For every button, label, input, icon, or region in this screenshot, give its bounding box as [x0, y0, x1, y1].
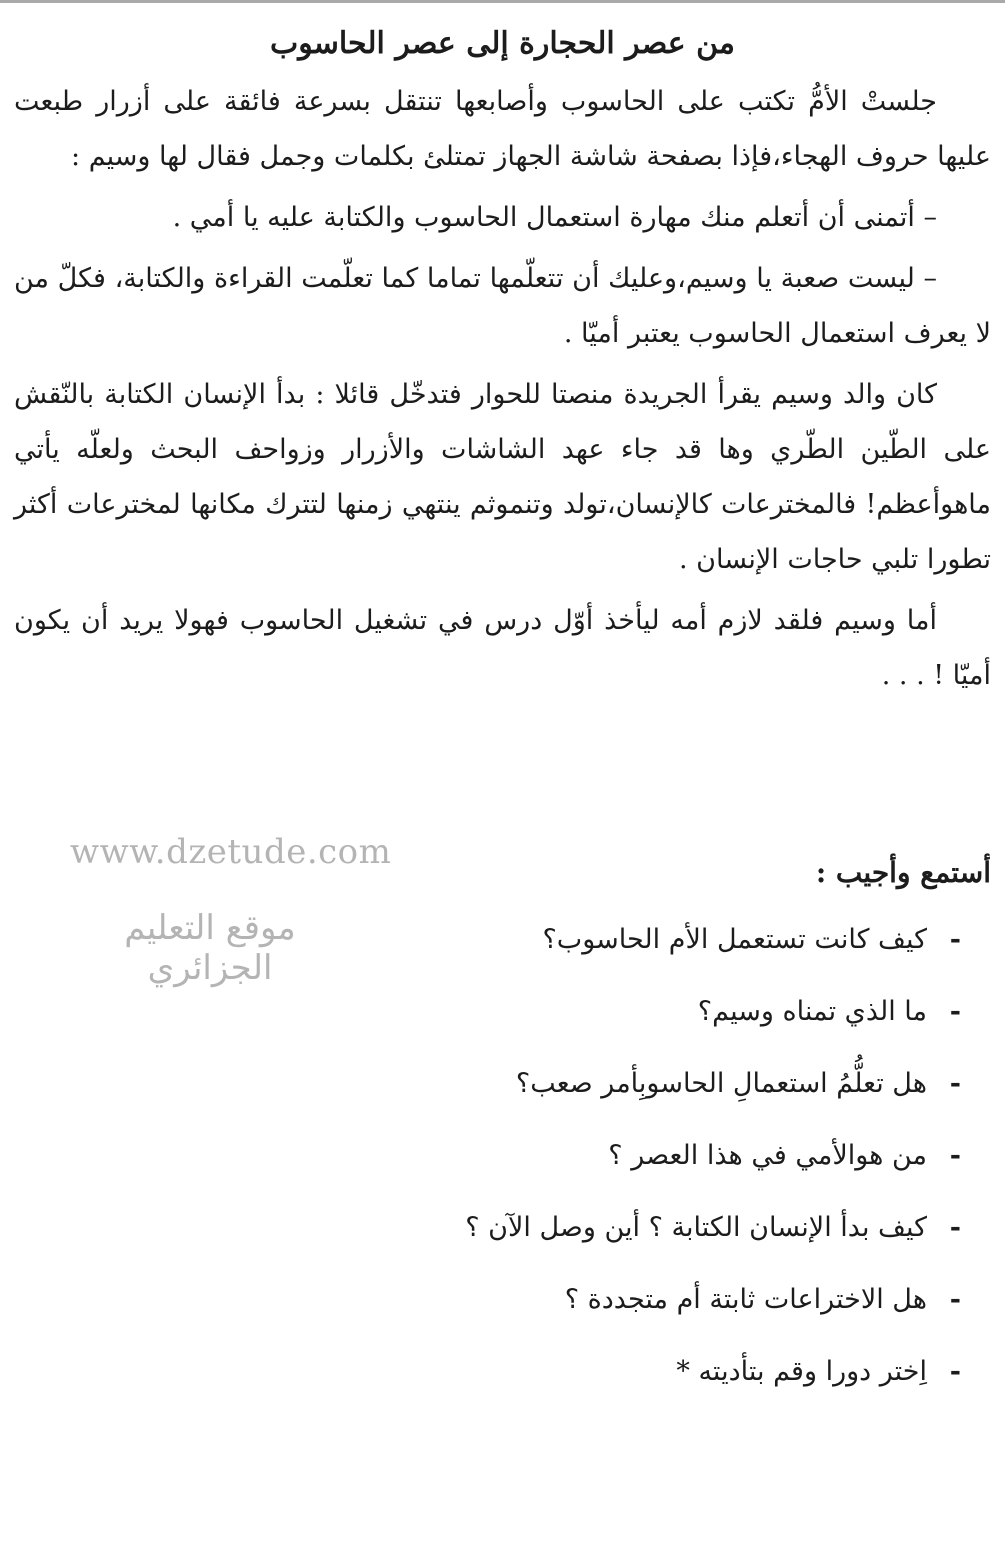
dash-marker: - — [949, 1140, 961, 1171]
watermark-site-name: موقع التعليم الجزائري — [124, 908, 296, 988]
question-item — [61, 992, 961, 1064]
questions-heading: أستمع وأجيب : — [815, 856, 991, 889]
question-text: اِختر دورا وقم بتأديته * — [676, 1356, 927, 1387]
question-item — [61, 1064, 961, 1136]
question-text: هل تعلُّمُ استعمالِ الحاسوبِأمر صعب؟ — [515, 1068, 927, 1099]
document-title: من عصر الحجارة إلى عصر الحاسوب — [270, 26, 735, 61]
paragraph-wasim-wish: – أتمنى أن أتعلم منك مهارة استعمال الحاسوب والكتابة عليه يا أمي . — [172, 202, 937, 233]
dash-marker: - — [949, 1068, 961, 1099]
dash-marker: - — [949, 996, 961, 1027]
paragraph-father-comment: كان والد وسيم يقرأ الجريدة منصتا للحوار فتدخّل قائلا : بدأ الإنسان الكتابة بالنّقش على الطّين الطّري وها قد جاء عهد الشاشات والأزرار وزواحف البحث ولعلّه يأتي ماهوأعظم! فالمخترعات كالإنسان،تولد وتنموثم ينتهي زمنها لتترك مكانها لمخترعات أكثر تطورا تلبي حاجات الإنسان . — [14, 379, 991, 575]
question-text: من هوالأمي في هذا العصر ؟ — [608, 1140, 927, 1171]
question-text: ما الذي تمناه وسيم؟ — [697, 996, 927, 1027]
dash-marker: - — [949, 1284, 961, 1315]
questions-list — [61, 920, 961, 1424]
question-item — [61, 1280, 961, 1352]
document-page — [14, 18, 991, 709]
paragraph-mother-reply: – ليست صعبة يا وسيم،وعليك أن تتعلّمها تماما كما تعلّمت القراءة والكتابة، فكلّ من لا يعرف استعمال الحاسوب يعتبر أميّا . — [14, 263, 991, 349]
paragraph-intro: جلستْ الأمُّ تكتب على الحاسوب وأصابعها تنتقل بسرعة فائقة على أزرار طبعت عليها حروف الهجاء،فإذا بصفحة شاشة الجهاز تمتلئ بكلمات وجمل فقال لها وسيم : — [14, 86, 991, 172]
dash-marker: - — [949, 1356, 961, 1387]
question-item — [61, 1352, 961, 1424]
question-item — [61, 1136, 961, 1208]
top-border-line — [0, 0, 1005, 3]
question-text: كيف كانت تستعمل الأم الحاسوب؟ — [542, 924, 927, 955]
question-text: هل الاختراعات ثابتة أم متجددة ؟ — [564, 1284, 927, 1315]
dash-marker: - — [949, 1212, 961, 1243]
watermark-url: www.dzetude.com — [70, 832, 392, 872]
paragraph-conclusion: أما وسيم فلقد لازم أمه ليأخذ أوّل درس في تشغيل الحاسوب فهولا يريد أن يكون أميّا ! . . . — [14, 605, 991, 691]
question-text: كيف بدأ الإنسان الكتابة ؟ أين وصل الآن ؟ — [465, 1212, 927, 1243]
dash-marker: - — [949, 924, 961, 955]
question-item — [61, 920, 961, 992]
question-item — [61, 1208, 961, 1280]
